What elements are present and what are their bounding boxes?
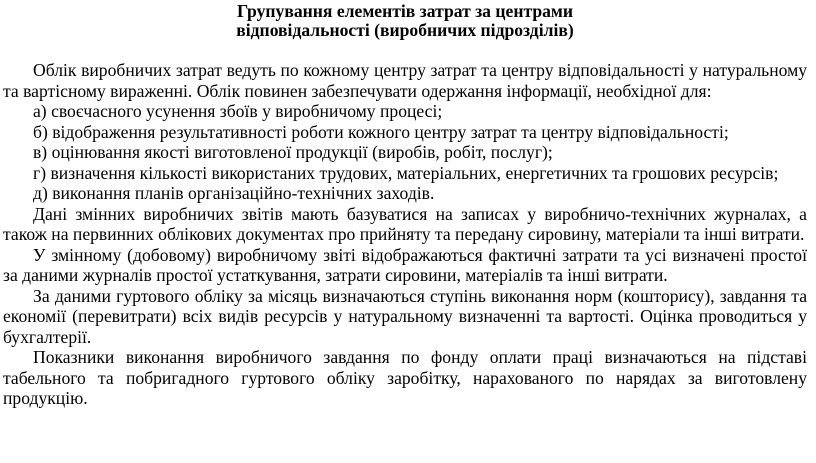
paragraph-payroll-indicators: Показники виконання виробничого завдання по фонду оплати праці визначаються на підставі табельного та побригадного гуртового обліку заробітку, нарахованого по нарядах за виготовлену продукцію. (3, 347, 807, 408)
title-line-1: Групування елементів затрат за центрами (236, 1, 574, 21)
title-spacer (3, 40, 807, 60)
paragraph-monthly-accounting: За даними гуртового обліку за місяць визначаються ступінь виконання норм (кошторису), завдання та економії (перевитрати) всіх видів ресурсів у натуральному визначенні та вартості. Оцінка проводиться у бухгалтерії. (3, 285, 807, 347)
list-item-c: в) оцінювання якості виготовленої продукції (виробів, робіт, послуг); (33, 142, 553, 162)
title-line-2: відповідальності (виробничих підрозділів) (236, 20, 574, 40)
list-item-e: д) виконання планів організаційно-технічних заходів. (33, 183, 435, 203)
document-body (3, 60, 807, 409)
document-title (3, 2, 807, 40)
paragraph-shift-reports: Дані змінних виробничих звітів мають базуватися на записах у виробничо-технічних журналах, а також на первинних облікових документах про прийняту та передану сировину, матеріали та інші витрати. (3, 203, 807, 244)
list-item-a: а) своєчасного усунення збоїв у виробничому процесі; (33, 101, 443, 121)
intro-paragraph: Облік виробничих затрат ведуть по кожному центру затрат та центру відповідальності у натуральному та вартісному вираженні. Облік повинен забезпечувати одержання інформації, необхідної для: (3, 60, 807, 101)
list-item-d: г) визначення кількості використаних трудових, матеріальних, енергетичних та грошових ресурсів; (33, 162, 779, 183)
list-item-b: б) відображення результативності роботи кожного центру затрат та центру відповідальності; (33, 121, 729, 142)
paragraph-daily-report: У змінному (добовому) виробничому звіті відображаються фактичні затрати та усі визначені простої за даними журналів простої устаткування, затрати сировини, матеріалів та інші витрати. (3, 244, 807, 285)
requirements-list (3, 101, 807, 204)
